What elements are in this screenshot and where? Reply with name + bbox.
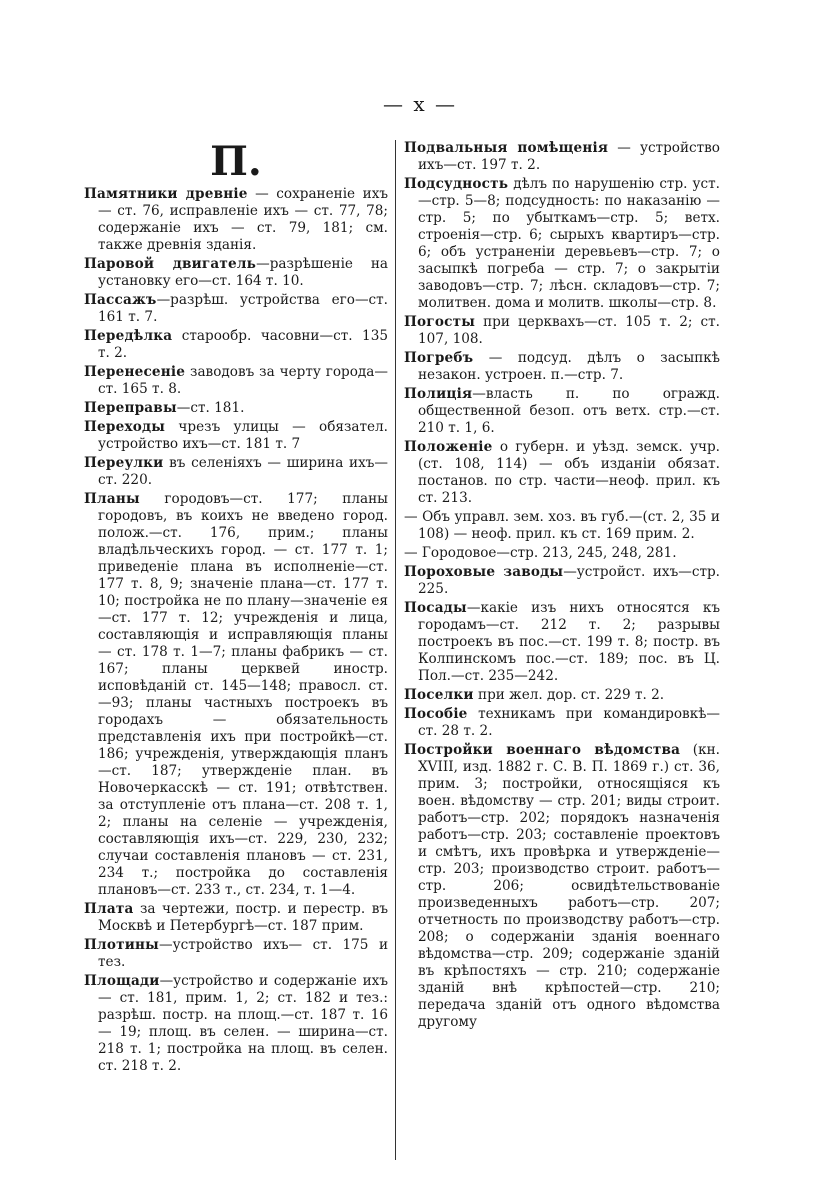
entry-heading: Постройки военнаго вѣдомства: [404, 742, 681, 758]
left-column: [84, 140, 388, 1077]
entry-text: при церквахъ—ст. 105 т. 2; ст. 107, 108.: [418, 314, 720, 347]
entry-heading: Погосты: [404, 314, 476, 330]
entry-text: старообр. часовни—ст. 135 т. 2.: [98, 328, 388, 361]
entry-text: —разрѣш. устройства его—ст. 161 т. 7.: [98, 292, 388, 325]
entry-text: — устройство ихъ—ст. 197 т. 2.: [418, 140, 720, 173]
left-entry-list: [84, 186, 388, 1075]
entry-heading: Паровой двигатель: [84, 256, 257, 272]
entry-text: —ст. 181.: [176, 400, 245, 416]
index-entry: [404, 509, 720, 543]
entry-heading: Площади: [84, 973, 160, 989]
index-entry: [404, 742, 720, 1031]
entry-heading: Положеніе: [404, 439, 493, 455]
entry-text: — Городовое—стр. 213, 245, 248, 281.: [404, 545, 677, 561]
entry-text: —какіе изъ нихъ относятся къ городамъ—ст. 212 т. 2; разрывы построекъ въ пос.—ст. 199 т. 8; постр. въ Колпинскомъ пос.—ст. 189; пос. въ Ц. Пол.—ст. 235—242.: [418, 600, 720, 684]
page-number: — x —: [383, 92, 457, 116]
entry-heading: Переулки: [84, 455, 164, 471]
entry-text: — подсуд. дѣлъ о засыпкѣ незакон. устроен. п.—стр. 7.: [418, 350, 720, 383]
entry-text: — Объ управл. зем. хоз. въ губ.—(ст. 2, 35 и 108) — неоф. прил. къ ст. 169 прим. 2.: [404, 509, 720, 542]
index-entry: [404, 314, 720, 348]
index-entry: [404, 600, 720, 685]
index-entry: [404, 706, 720, 740]
index-entry: [404, 350, 720, 384]
entry-heading: Перенесеніе: [84, 364, 186, 380]
index-entry: [84, 256, 388, 290]
entry-heading: Пособіе: [404, 706, 468, 722]
entry-text: — сохраненіе ихъ — ст. 76, исправленіе ихъ — ст. 77, 78; содержаніе ихъ — ст. 79, 181; см. также древнія зданія.: [98, 186, 389, 253]
entry-heading: Погребъ: [404, 350, 474, 366]
index-entry: [84, 419, 388, 453]
entry-heading: Переправы: [84, 400, 177, 416]
entry-heading: Переходы: [84, 419, 166, 435]
section-letter: П.: [210, 138, 262, 185]
right-entry-list: [404, 140, 720, 1031]
entry-text: (кн. XVIII, изд. 1882 г. С. В. П. 1869 г.) ст. 36, прим. 3; постройки, относящіяся къ воен. вѣдомству — стр. 201; виды строит. работъ—стр. 202; порядокъ назначенія работъ—стр. 203; составленіе проектовъ и смѣтъ, ихъ провѣрка и утвержденіе—стр. 203; производство строит. работъ—стр. 206; освидѣтельствованіе произведенныхъ работъ—стр. 207; отчетность по производству работъ—стр. 208; о содержаніи зданія военнаго вѣдомства—стр. 209; содержаніе зданій въ крѣпостяхъ — стр. 210; содержаніе зданій внѣ крѣпостей—стр. 210; передача зданій отъ одного вѣдомства другому: [418, 742, 720, 1030]
index-entry: [84, 937, 388, 971]
entry-text: —власть п. по огражд. общественной безоп. отъ ветх. стр.—ст. 210 т. 1, 6.: [418, 386, 720, 436]
entry-heading: Плотины: [84, 937, 159, 953]
entry-text: чрезъ улицы — обязател. устройство ихъ—ст. 181 т. 7: [98, 419, 388, 452]
entry-heading: Подвальныя помѣщенія: [404, 140, 609, 156]
index-entry: [84, 973, 388, 1075]
column-divider: [395, 140, 396, 1160]
entry-text: дѣлъ по нарушенію стр. уст.—стр. 5—8; подсудность: по наказанію — стр. 5; по убыткамъ—стр. 5; ветх. строенія—стр. 6; сырыхъ квартиръ—стр. 6; объ устраненіи деревьевъ—стр. 7; о засыпкѣ погреба — стр. 7; о закрытіи заводовъ—стр. 7; лѣсн. складовъ—стр. 7; молитвен. дома и молитв. школы—стр. 8.: [418, 176, 720, 311]
entry-heading: Пороховые заводы: [404, 564, 564, 580]
entry-heading: Передѣлка: [84, 328, 173, 344]
entry-text: городовъ—ст. 177; планы городовъ, въ коихъ не введено город. полож.—ст. 176, прим.; планы владѣльческихъ город. — ст. 177 т. 1; приведеніе плана въ исполненіе—ст. 177 т. 8, 9; значеніе плана—ст. 177 т. 10; постройка не по плану—значеніе ея—ст. 177 т. 12; учрежденія и лица, составляющія и исправляющія планы — ст. 178 т. 1—7; планы фабрикъ — ст. 167; планы церквей иностр. исповѣданій ст. 145—148; правосл. ст.—93; планы частныхъ построекъ въ городахъ — обязательность представленія ихъ при постройкѣ—ст. 186; учрежденія, утверждающія планъ—ст. 187; утвержденіе план. въ Новочеркасскѣ — ст. 191; отвѣтствен. за отступленіе отъ плана—ст. 208 т. 1, 2; планы на селеніе — учрежденія, составляющія ихъ—ст. 229, 230, 232; случаи составленія плановъ — ст. 231, 234 т.; постройка до составленія плановъ—ст. 233 т., ст. 234, т. 1—4.: [98, 491, 388, 898]
entry-text: при жел. дор. ст. 229 т. 2.: [473, 687, 665, 703]
index-entry: [404, 687, 720, 704]
entry-text: техникамъ при командировкѣ—ст. 28 т. 2.: [418, 706, 720, 739]
entry-text: въ селеніяхъ — ширина ихъ—ст. 220.: [98, 455, 388, 488]
index-entry: [84, 328, 388, 362]
index-entry: [404, 176, 720, 312]
right-column: [404, 140, 720, 1033]
index-entry: [84, 901, 388, 935]
entry-text: —разрѣшеніе на установку его—ст. 164 т. 10.: [98, 256, 388, 289]
index-entry: [404, 140, 720, 174]
index-entry: [404, 386, 720, 437]
entry-text: —устройст. ихъ—стр. 225.: [418, 564, 720, 597]
index-entry: [84, 491, 388, 899]
entry-heading: Полиція: [404, 386, 473, 402]
index-entry: [404, 564, 720, 598]
entry-text: за чертежи, постр. и перестр. въ Москвѣ и Петербургѣ—ст. 187 прим.: [98, 901, 388, 934]
index-entry: [84, 400, 388, 417]
entry-heading: Планы: [84, 491, 140, 507]
entry-text: заводовъ за черту города— ст. 165 т. 8.: [98, 364, 388, 397]
index-entry: [84, 186, 388, 254]
index-entry: [84, 292, 388, 326]
index-entry: [84, 364, 388, 398]
entry-text: —устройство и содержаніе ихъ — ст. 181, прим. 1, 2; ст. 182 и тез.: разрѣш. постр. на площ.—ст. 187 т. 16 — 19; площ. въ селен. — ширина—ст. 218 т. 1; постройка на площ. въ селен. ст. 218 т. 2.: [98, 973, 388, 1074]
entry-heading: Пассажъ: [84, 292, 157, 308]
index-entry: [404, 439, 720, 507]
entry-heading: Подсудность: [404, 176, 509, 192]
entry-heading: Плата: [84, 901, 134, 917]
index-entry: [84, 455, 388, 489]
entry-heading: Памятники древніе: [84, 186, 248, 202]
entry-text: о губерн. и уѣзд. земск. учр. (ст. 108, 114) — объ изданіи обязат. постанов. по стр. части—неоф. прил. къ ст. 213.: [418, 439, 720, 506]
entry-text: —устройство ихъ— ст. 175 и тез.: [98, 937, 388, 970]
index-entry: [404, 545, 720, 562]
entry-heading: Посады: [404, 600, 467, 616]
entry-heading: Поселки: [404, 687, 474, 703]
